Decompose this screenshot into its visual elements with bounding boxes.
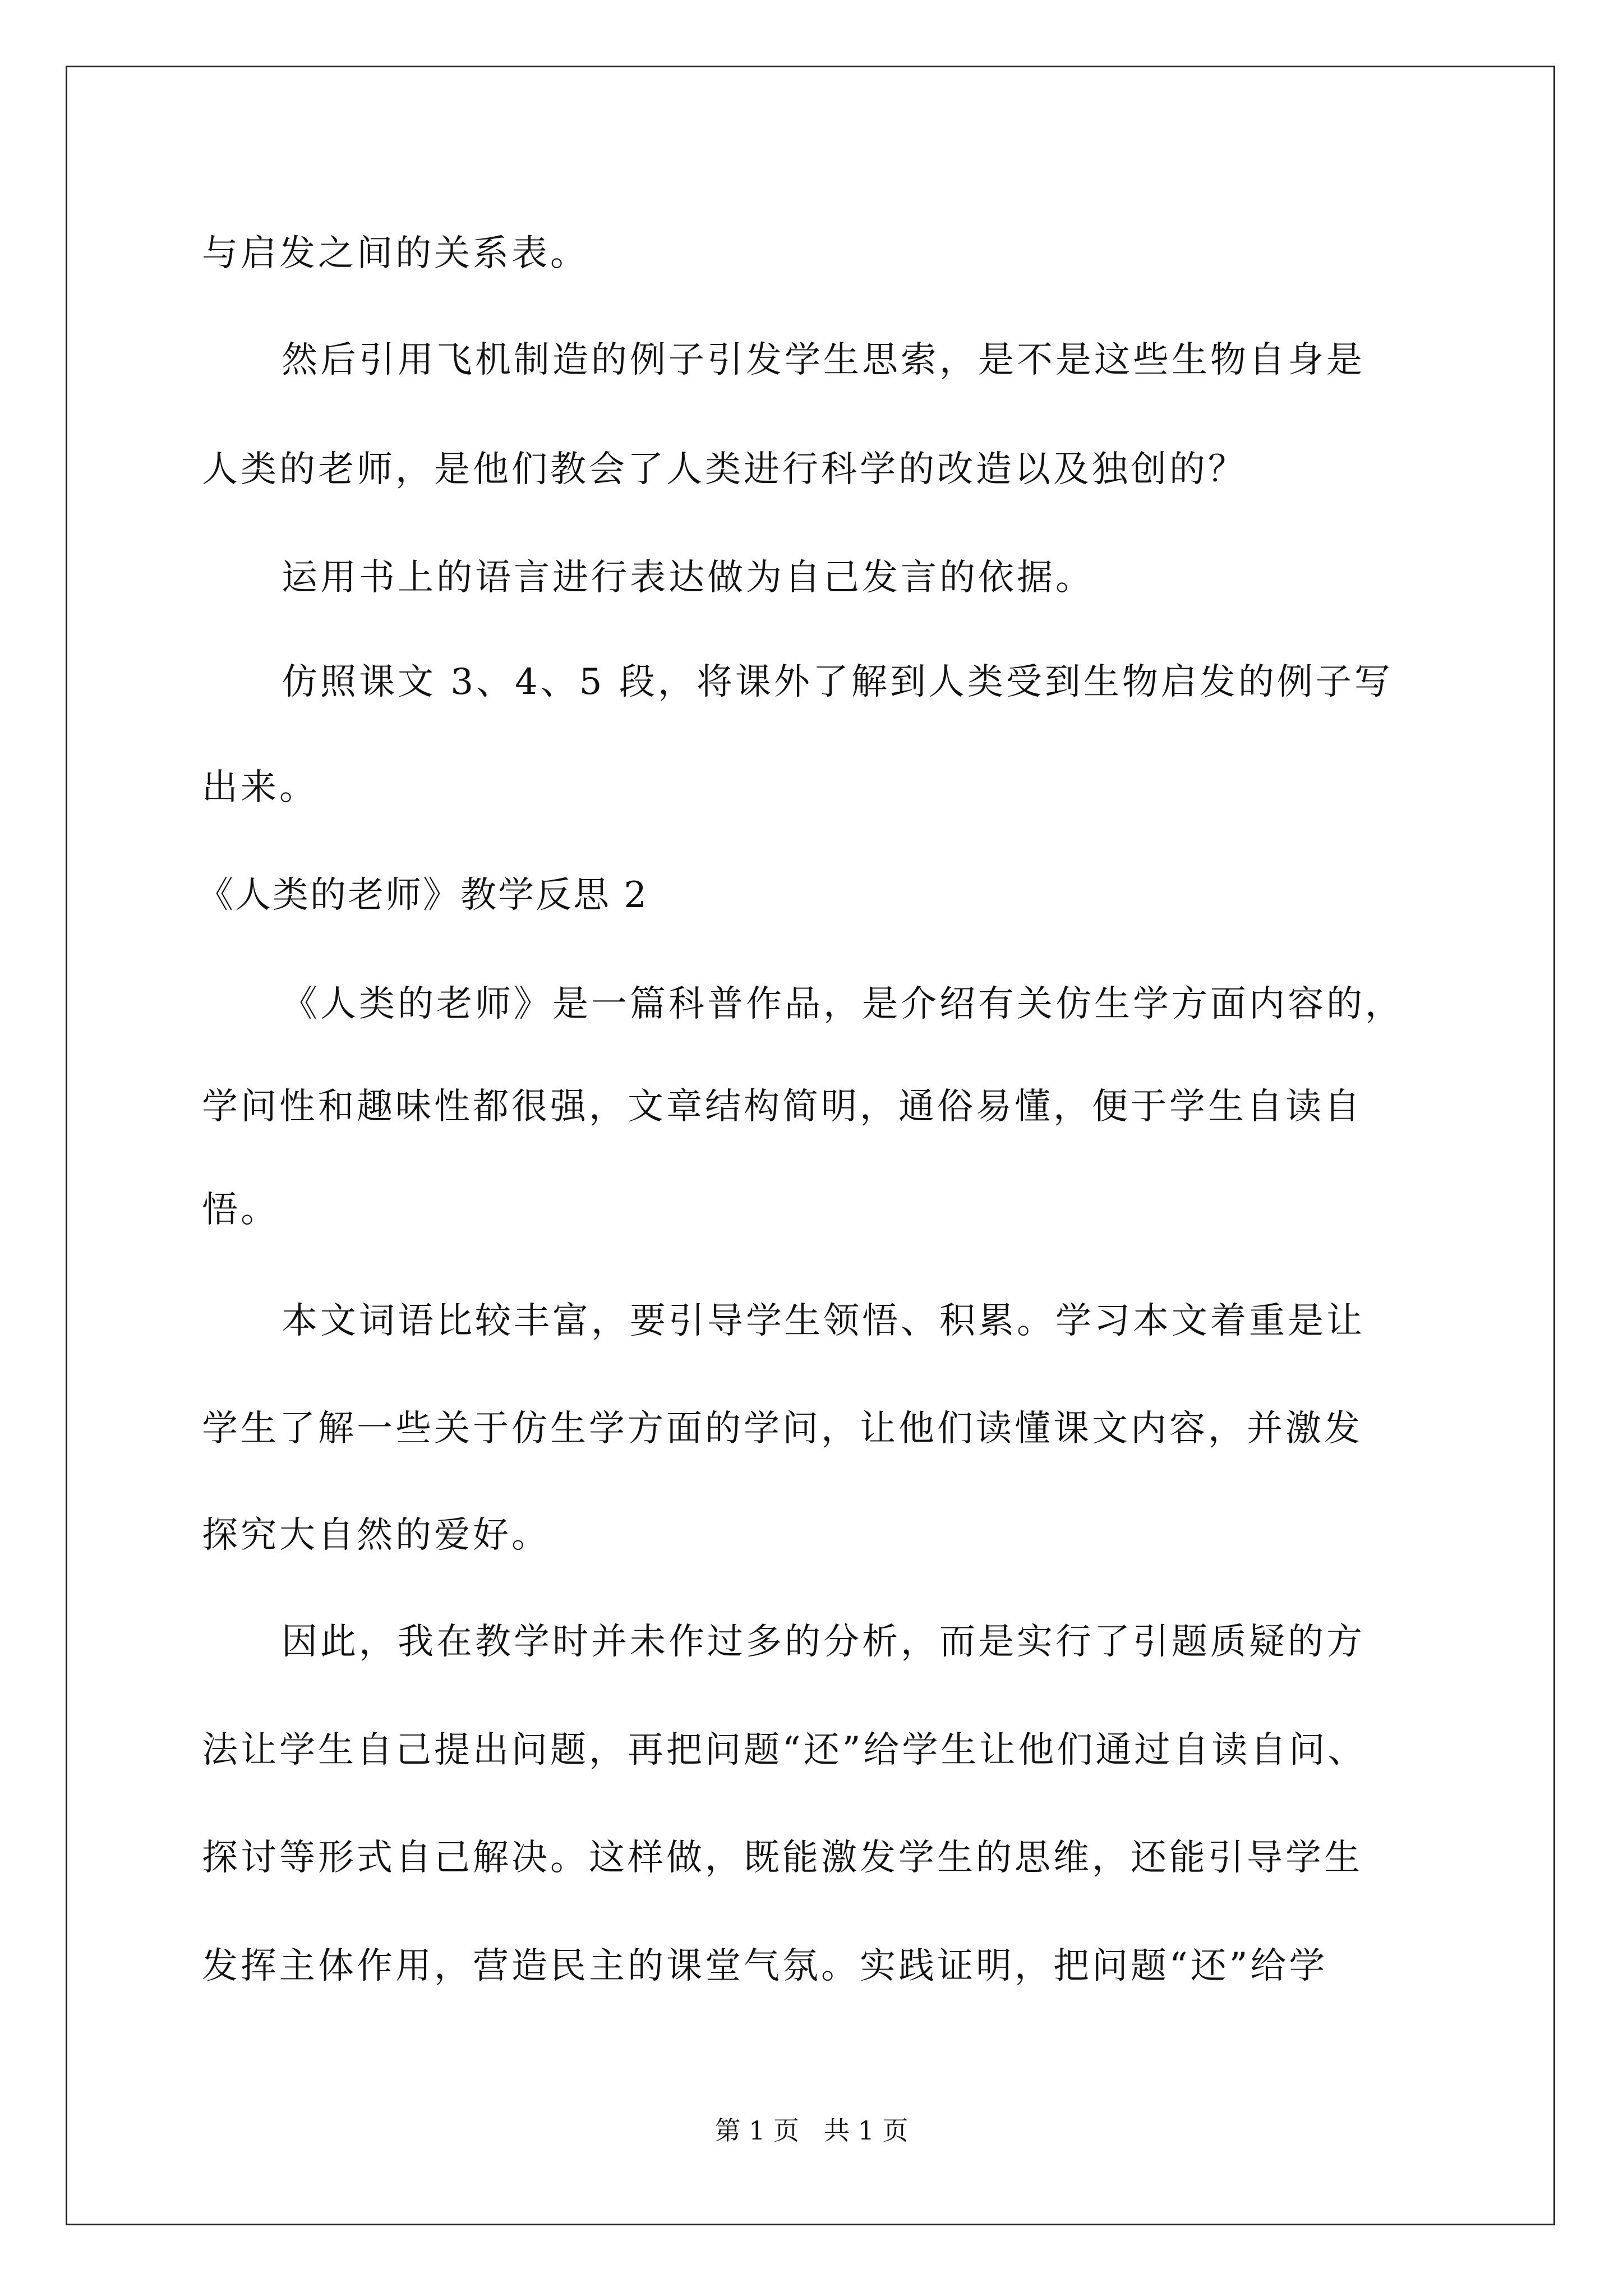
text-line: 学生了解一些关于仿生学方面的学问，让他们读懂课文内容，并激发: [202, 1408, 1363, 1450]
paragraph-line: 然后引用飞机制造的例子引发学生思索，是不是这些生物自身是: [282, 339, 1365, 381]
paragraph-line: 本文词语比较丰富，要引导学生领悟、积累。学习本文着重是让: [282, 1300, 1365, 1342]
page-footer: [0, 2115, 1623, 2146]
paragraph-line: 运用书上的语言进行表达做为自己发言的依据。: [282, 557, 1094, 599]
text-line: 探究大自然的爱好。: [202, 1515, 550, 1556]
text-line: 探讨等形式自己解决。这样做，既能激发学生的思维，还能引导学生: [202, 1837, 1363, 1879]
page-total: 共 1 页: [824, 2115, 909, 2146]
section-heading: 《人类的老师》教学反思 2: [197, 875, 649, 916]
page-border: [66, 66, 1555, 2225]
text-line: 与启发之间的关系表。: [202, 233, 589, 274]
paragraph-line: 仿照课文 3、4、5 段，将课外了解到人类受到生物启发的例子写: [282, 661, 1393, 703]
paragraph-line: 《人类的老师》是一篇科普作品，是介绍有关仿生学方面内容的，: [282, 983, 1404, 1025]
paragraph-line: 因此，我在教学时并未作过多的分析，而是实行了引题质疑的方: [282, 1621, 1365, 1663]
text-line: 法让学生自己提出问题，再把问题“还”给学生让他们通过自读自问、: [202, 1729, 1367, 1771]
page-number: 第 1 页: [714, 2115, 799, 2146]
text-line: 人类的老师，是他们教会了人类进行科学的改造以及独创的？: [202, 449, 1247, 490]
text-line: 悟。: [202, 1189, 279, 1231]
text-line: 发挥主体作用，营造民主的课堂气氛。实践证明，把问题“还”给学: [202, 1945, 1328, 1987]
text-line: 学问性和趣味性都很强，文章结构简明，通俗易懂，便于学生自读自: [202, 1086, 1363, 1128]
text-line: 出来。: [202, 767, 318, 808]
